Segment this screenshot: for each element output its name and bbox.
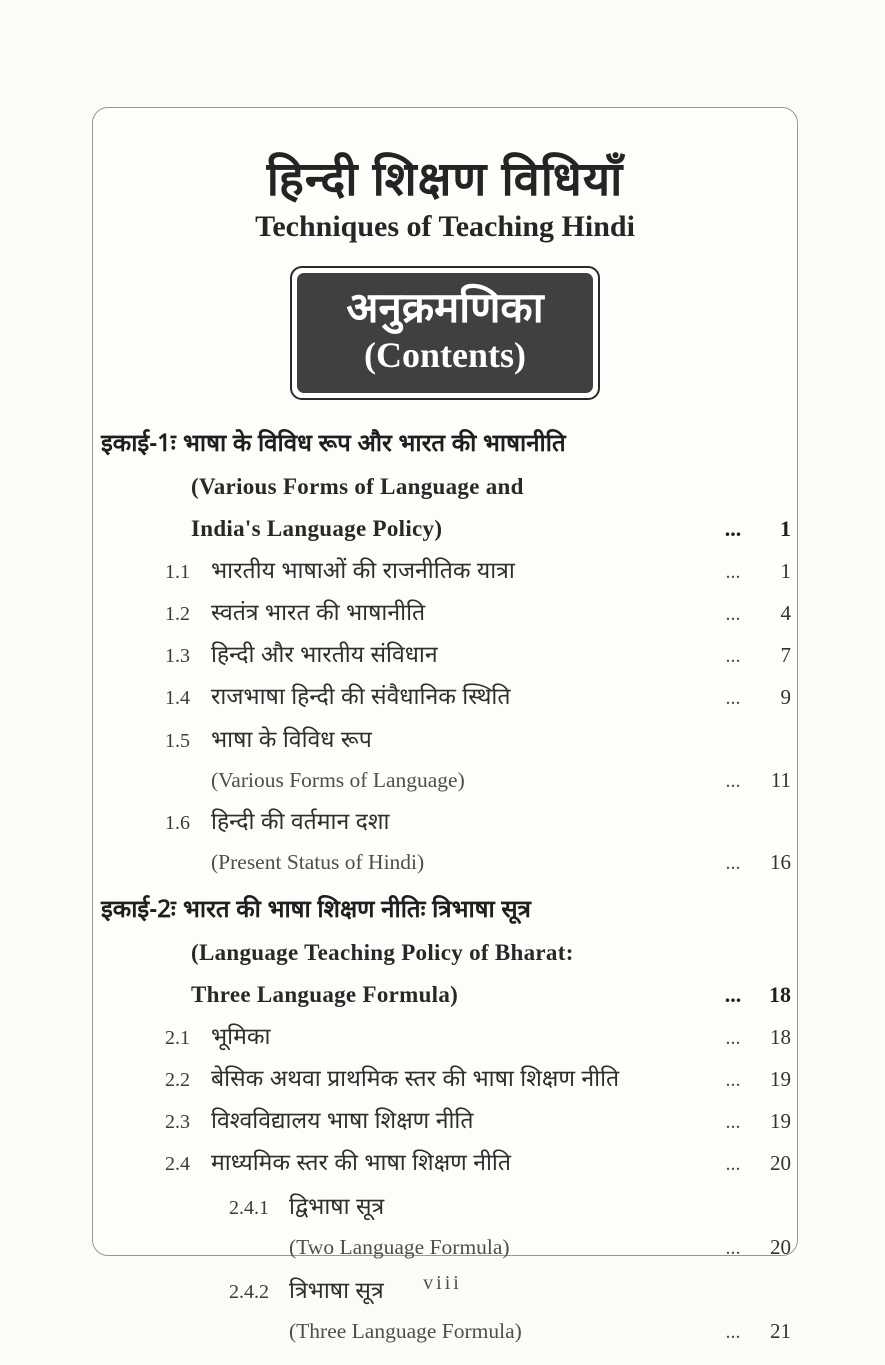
toc-row bbox=[101, 1063, 791, 1094]
toc-row bbox=[101, 428, 791, 460]
toc-dots: ... bbox=[725, 1111, 741, 1134]
toc-row bbox=[101, 894, 791, 926]
toc-item-text: राजभाषा हिन्दी की संवैधानिक स्थिति bbox=[211, 683, 511, 710]
toc-item-number: 1.2 bbox=[165, 603, 190, 626]
toc-dots: ... bbox=[725, 769, 741, 792]
toc-row bbox=[101, 979, 791, 1010]
toc-dots: ... bbox=[725, 1027, 741, 1050]
toc-row bbox=[101, 1191, 791, 1222]
contents-box-inner bbox=[297, 273, 593, 393]
toc-item-number: 1.4 bbox=[165, 687, 190, 710]
toc-dots: ... bbox=[725, 1069, 741, 1092]
page-footer-number: viii bbox=[423, 1272, 462, 1294]
toc-item-text: India's Language Policy) bbox=[191, 516, 443, 542]
toc-row bbox=[101, 806, 791, 837]
toc-page-number: 19 bbox=[770, 1067, 791, 1092]
toc-item-text: भाषा के विविध रूप bbox=[211, 725, 372, 752]
toc-item-number: 1.6 bbox=[165, 811, 190, 834]
toc-item-text: त्रिभाषा सूत्र bbox=[289, 1277, 384, 1304]
toc-row bbox=[101, 766, 791, 795]
toc-row bbox=[101, 1021, 791, 1052]
toc-row bbox=[101, 1317, 791, 1346]
toc-row bbox=[101, 937, 791, 968]
toc-page-number: 7 bbox=[780, 643, 791, 668]
toc-item-text: (Two Language Formula) bbox=[289, 1235, 510, 1260]
toc-page-number: 18 bbox=[770, 1025, 791, 1050]
toc-row bbox=[101, 597, 791, 628]
toc-item-text: विश्वविद्यालय भाषा शिक्षण नीति bbox=[211, 1107, 474, 1134]
toc-dots: ... bbox=[724, 516, 742, 542]
toc-dots: ... bbox=[725, 1237, 741, 1260]
toc-item-text: बेसिक अथवा प्राथमिक स्तर की भाषा शिक्षण नीति bbox=[211, 1065, 620, 1092]
toc-dots: ... bbox=[725, 851, 741, 874]
toc-item-text: हिन्दी की वर्तमान दशा bbox=[211, 807, 390, 834]
book-title-hindi: हिन्दी शिक्षण विधियाँ bbox=[266, 152, 624, 205]
toc-dots: ... bbox=[725, 1321, 741, 1344]
toc-row bbox=[101, 555, 791, 586]
toc-item-text: (Three Language Formula) bbox=[289, 1319, 522, 1344]
toc-dots: ... bbox=[725, 645, 741, 668]
toc-page-number: 21 bbox=[770, 1319, 791, 1344]
toc-item-text: (Language Teaching Policy of Bharat: bbox=[191, 940, 574, 966]
toc-item-text: (Various Forms of Language) bbox=[211, 767, 465, 792]
toc-page-number: 16 bbox=[770, 849, 791, 874]
toc-row bbox=[101, 848, 791, 877]
toc-item-number: 1.3 bbox=[165, 645, 190, 668]
toc-page-number: 4 bbox=[780, 601, 791, 626]
toc-page-number: 1 bbox=[780, 559, 791, 584]
toc-page-number: 1 bbox=[780, 516, 791, 542]
toc-list bbox=[93, 428, 797, 1347]
toc-item-number: 2.4.1 bbox=[229, 1197, 269, 1220]
toc-page-number: 18 bbox=[769, 982, 791, 1008]
toc-dots: ... bbox=[725, 561, 741, 584]
toc-item-number: 2.2 bbox=[165, 1069, 190, 1092]
toc-row bbox=[101, 681, 791, 712]
toc-unit-label: इकाई-1ः bbox=[101, 429, 176, 457]
toc-item-text: हिन्दी और भारतीय संविधान bbox=[211, 641, 438, 668]
toc-item-text: स्वतंत्र भारत की भाषानीति bbox=[211, 599, 426, 626]
book-title-english: Techniques of Teaching Hindi bbox=[255, 210, 635, 244]
toc-item-number: 2.4.2 bbox=[229, 1281, 269, 1304]
toc-page-number: 20 bbox=[770, 1151, 791, 1176]
toc-item-number: 2.4 bbox=[165, 1153, 190, 1176]
toc-item-number: 1.5 bbox=[165, 729, 190, 752]
toc-page-number: 20 bbox=[770, 1235, 791, 1260]
toc-item-number: 1.1 bbox=[165, 561, 190, 584]
toc-item-text: द्विभाषा सूत्र bbox=[289, 1193, 385, 1220]
toc-item-text: (Present Status of Hindi) bbox=[211, 849, 425, 874]
toc-dots: ... bbox=[725, 603, 741, 626]
toc-page-number: 19 bbox=[770, 1109, 791, 1134]
toc-dots: ... bbox=[725, 1153, 741, 1176]
toc-item-text: भारत की भाषा शिक्षण नीतिः त्रिभाषा सूत्र bbox=[183, 895, 531, 923]
toc-item-text: माध्यमिक स्तर की भाषा शिक्षण नीति bbox=[211, 1149, 511, 1176]
toc-page-number: 9 bbox=[780, 685, 791, 710]
toc-item-text: Three Language Formula) bbox=[191, 982, 459, 1008]
toc-dots: ... bbox=[725, 687, 741, 710]
toc-item-text: भूमिका bbox=[211, 1023, 271, 1050]
toc-item-number: 2.3 bbox=[165, 1111, 190, 1134]
toc-row bbox=[101, 1105, 791, 1136]
toc-item-number: 2.1 bbox=[165, 1027, 190, 1050]
toc-unit-label: इकाई-2ः bbox=[101, 895, 176, 923]
toc-page-number: 11 bbox=[770, 767, 791, 792]
contents-label-hindi: अनुक्रमणिका bbox=[346, 284, 544, 332]
toc-row bbox=[101, 471, 791, 502]
contents-label-english: (Contents) bbox=[364, 335, 526, 376]
toc-item-text: भाषा के विविध रूप और भारत की भाषानीति bbox=[183, 429, 566, 457]
toc-row bbox=[101, 724, 791, 755]
toc-row bbox=[101, 1233, 791, 1262]
contents-box bbox=[290, 266, 600, 400]
toc-item-text: (Various Forms of Language and bbox=[191, 474, 524, 500]
toc-dots: ... bbox=[724, 982, 742, 1008]
toc-item-text: भारतीय भाषाओं की राजनीतिक यात्रा bbox=[211, 557, 515, 584]
toc-row bbox=[101, 1147, 791, 1178]
toc-row bbox=[101, 639, 791, 670]
toc-row bbox=[101, 513, 791, 544]
